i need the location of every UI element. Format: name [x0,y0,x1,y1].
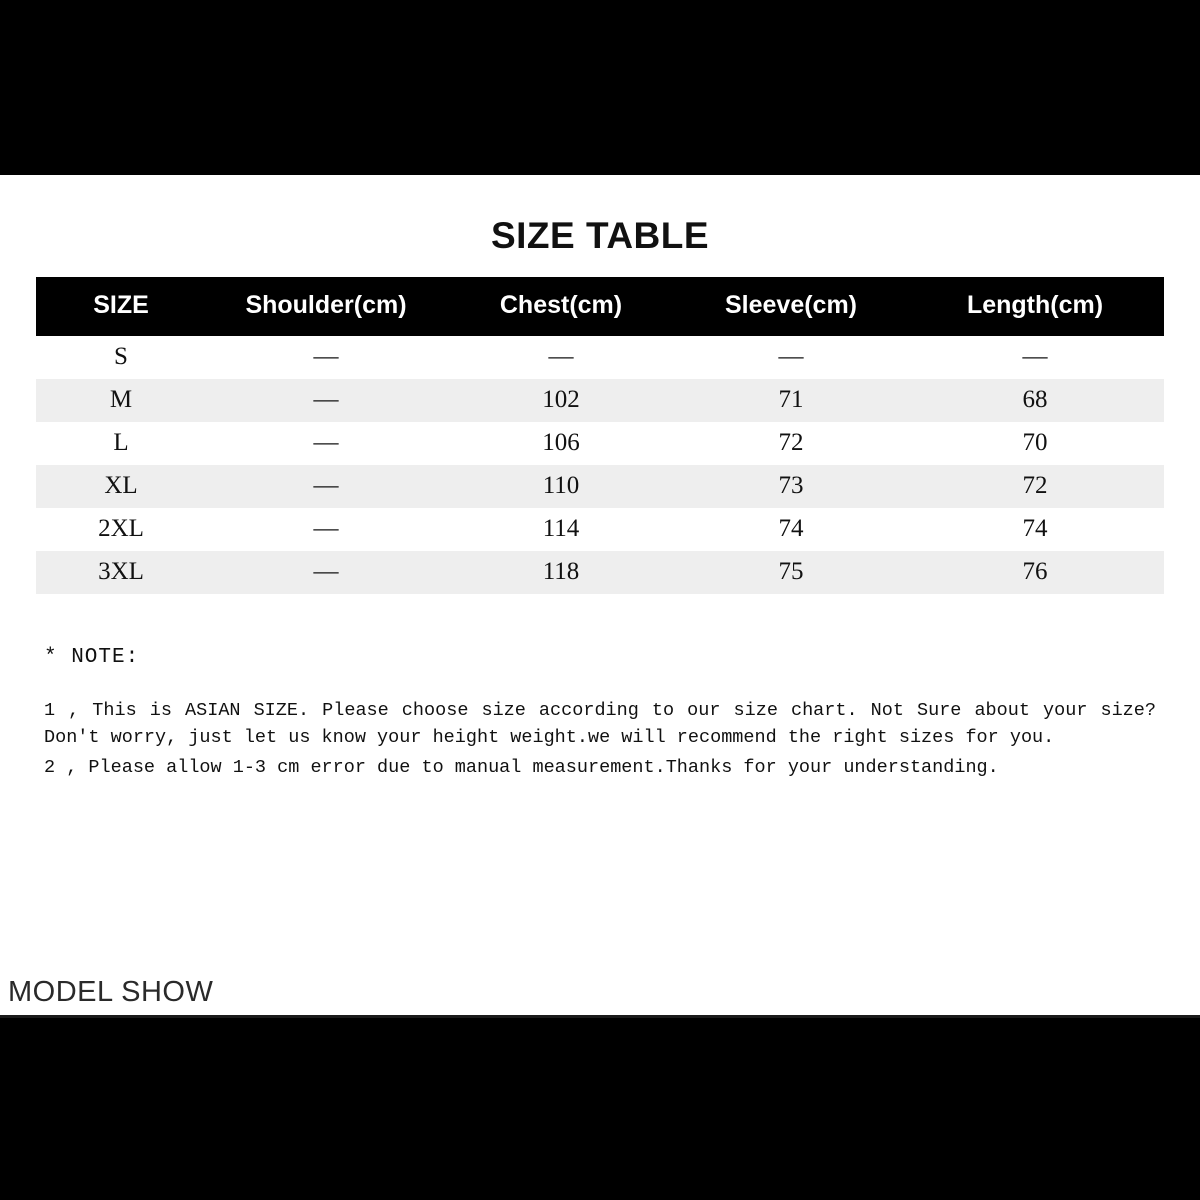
cell-length: — [906,336,1164,379]
cell-chest: 110 [446,465,676,508]
size-table-container [36,277,1164,594]
size-table-body [36,336,1164,594]
cell-length: 70 [906,422,1164,465]
cell-size: 3XL [36,551,206,594]
table-row [36,508,1164,551]
cell-length: 68 [906,379,1164,422]
table-header-row [36,277,1164,336]
table-row [36,465,1164,508]
table-row [36,422,1164,465]
size-table-sheet [0,175,1200,1018]
column-header-sleeve: Sleeve(cm) [676,277,906,336]
column-header-length: Length(cm) [906,277,1164,336]
letterbox-bottom [0,1018,1200,1200]
cell-size: S [36,336,206,379]
note-block [44,646,1156,781]
cell-chest: 106 [446,422,676,465]
table-row [36,379,1164,422]
cell-shoulder: — [206,379,446,422]
cell-length: 76 [906,551,1164,594]
table-row [36,336,1164,379]
cell-sleeve: 74 [676,508,906,551]
column-header-chest: Chest(cm) [446,277,676,336]
column-header-size: SIZE [36,277,206,336]
cell-chest: 118 [446,551,676,594]
cell-size: L [36,422,206,465]
cell-length: 74 [906,508,1164,551]
cell-chest: 114 [446,508,676,551]
column-header-shoulder: Shoulder(cm) [206,277,446,336]
cell-sleeve: — [676,336,906,379]
cell-size: XL [36,465,206,508]
cell-shoulder: — [206,508,446,551]
cell-length: 72 [906,465,1164,508]
cell-size: M [36,379,206,422]
cell-sleeve: 71 [676,379,906,422]
cell-size: 2XL [36,508,206,551]
cell-sleeve: 72 [676,422,906,465]
page-title: SIZE TABLE [490,215,710,256]
note-heading: * NOTE: [44,646,140,669]
cell-sleeve: 75 [676,551,906,594]
cell-shoulder: — [206,422,446,465]
note-line-1: 1 , This is ASIAN SIZE. Please choose size according to our size chart. Not Sure about your size? Don't worry, just let us know your height weight.we will recommend the right sizes for you. [44,700,1156,749]
note-line-2: 2 , Please allow 1-3 cm error due to manual measurement.Thanks for your understanding. [44,756,999,778]
cell-sleeve: 73 [676,465,906,508]
table-row [36,551,1164,594]
size-table-header [36,277,1164,336]
model-show-section [0,976,1200,1018]
size-table [36,277,1164,594]
model-show-label: MODEL SHOW [8,976,214,1008]
cell-shoulder: — [206,465,446,508]
letterbox-top [0,0,1200,175]
cell-chest: — [446,336,676,379]
cell-chest: 102 [446,379,676,422]
cell-shoulder: — [206,551,446,594]
cell-shoulder: — [206,336,446,379]
